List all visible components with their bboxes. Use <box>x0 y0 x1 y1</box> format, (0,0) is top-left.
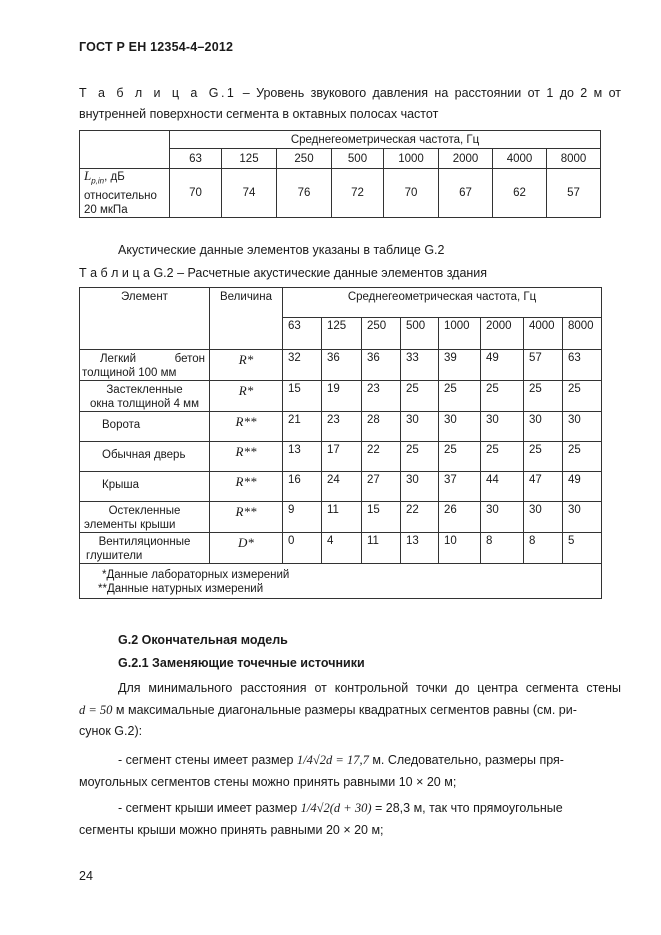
table2-value: 22 <box>362 442 401 472</box>
para1-line1: Для минимального расстояния от контрольной точки до центра сегмента стены <box>118 681 621 695</box>
table1-row-label <box>80 169 170 218</box>
bullet-wall-line2: моугольных сегментов стены можно принять равными 10 × 20 м; <box>79 775 457 789</box>
table2-value: 25 <box>524 381 563 412</box>
lp-unit: , дБ <box>104 171 125 184</box>
table2-value: 49 <box>481 350 524 381</box>
table2-value: 30 <box>563 412 602 442</box>
element-name-cell <box>80 381 210 412</box>
para1-line2-text: м максимальные диагональные размеры квадратных сегментов равны (см. ри- <box>112 703 577 717</box>
table1-group-header: Среднегеометрическая частота, Гц <box>170 131 601 149</box>
table-row <box>80 442 602 472</box>
table2-value: 25 <box>481 442 524 472</box>
table2-value: 10 <box>439 533 481 564</box>
table2-value: 30 <box>439 412 481 442</box>
table2-value: 19 <box>322 381 362 412</box>
bullet-wall-pre: - сегмент стены имеет размер <box>118 753 297 767</box>
table-row <box>80 381 602 412</box>
table2-value: 30 <box>401 412 439 442</box>
table2-value: 21 <box>283 412 322 442</box>
table2-freq: 1000 <box>439 318 481 350</box>
table2-value: 9 <box>283 502 322 533</box>
table1-caption-label: Т а б л и ц а G.1 <box>79 86 237 100</box>
formula-roof: 1/4√2(d + 30) <box>300 801 372 815</box>
table1-freq: 63 <box>170 149 222 169</box>
section-g2-heading: G.2 Окончательная модель <box>118 633 288 647</box>
table1-value: 62 <box>493 169 547 218</box>
formula-d50: d = 50 <box>79 703 113 717</box>
element-name-cell <box>80 533 210 564</box>
table2-value: 28 <box>362 412 401 442</box>
table2-value: 44 <box>481 472 524 502</box>
table2-value: 11 <box>322 502 362 533</box>
note-laboratory: *Данные лабораторных измерений <box>102 569 290 581</box>
element-name-line2: окна толщиной 4 мм <box>89 398 199 410</box>
table2-value: 30 <box>401 472 439 502</box>
table-row <box>80 472 602 502</box>
table2-value: 47 <box>524 472 563 502</box>
table2-value: 63 <box>563 350 602 381</box>
table2-value: 30 <box>524 412 563 442</box>
table1-freq: 2000 <box>439 149 493 169</box>
table2-value: 25 <box>439 381 481 412</box>
table2-freq: 8000 <box>563 318 602 350</box>
table2-freq: 2000 <box>481 318 524 350</box>
table2-value: 33 <box>401 350 439 381</box>
table2-caption: Т а б л и ц а G.2 – Расчетные акустические данные элементов здания <box>79 266 488 280</box>
table2-value: 0 <box>283 533 322 564</box>
quantity-symbol: R** <box>210 442 283 472</box>
table1-freq: 8000 <box>547 149 601 169</box>
table1-caption <box>79 83 621 104</box>
note-field: **Данные натурных измерений <box>98 583 264 595</box>
para1-line3: сунок G.2): <box>79 724 143 738</box>
table2-value: 32 <box>283 350 322 381</box>
quantity-symbol: D* <box>210 533 283 564</box>
table2-col-quantity: Величина <box>210 288 283 350</box>
table1-value: 70 <box>170 169 222 218</box>
table2-value: 36 <box>362 350 401 381</box>
table1-value: 67 <box>439 169 493 218</box>
table1-freq: 500 <box>332 149 384 169</box>
table2-value: 25 <box>524 442 563 472</box>
bullet-roof-pre: - сегмент крыши имеет размер <box>118 801 301 815</box>
table1-value: 70 <box>384 169 439 218</box>
element-name-cell <box>80 442 210 472</box>
table2-col-element: Элемент <box>80 288 210 350</box>
bullet-roof-line2: сегменты крыши можно принять равными 20 × 20 м; <box>79 823 384 837</box>
table2-value: 4 <box>322 533 362 564</box>
table2-value: 13 <box>283 442 322 472</box>
table2-value: 25 <box>439 442 481 472</box>
element-name-cell <box>80 412 210 442</box>
table1-value: 57 <box>547 169 601 218</box>
element-name-line2: элементы крыши <box>84 519 176 531</box>
table2-value: 30 <box>481 502 524 533</box>
bullet-roof-line1 <box>118 798 563 819</box>
table2-value: 24 <box>322 472 362 502</box>
table2-value: 30 <box>524 502 563 533</box>
table2-value: 30 <box>563 502 602 533</box>
table1-freq: 250 <box>277 149 332 169</box>
table1-value: 76 <box>277 169 332 218</box>
table2-value: 25 <box>481 381 524 412</box>
table2-value: 25 <box>401 381 439 412</box>
quantity-symbol: R** <box>210 472 283 502</box>
table-row <box>80 502 602 533</box>
quantity-symbol: R** <box>210 502 283 533</box>
page-number: 24 <box>79 869 93 883</box>
table2-value: 16 <box>283 472 322 502</box>
table-g1 <box>79 130 601 218</box>
table1-freq: 125 <box>222 149 277 169</box>
table2-freq: 63 <box>283 318 322 350</box>
table2-value: 17 <box>322 442 362 472</box>
table1-caption-text: – Уровень звукового давления на расстоянии от 1 до 2 м от <box>242 86 621 100</box>
table2-value: 36 <box>322 350 362 381</box>
lp-label-line2: относительно <box>84 189 157 202</box>
table2-value: 22 <box>401 502 439 533</box>
element-name: Ворота <box>102 419 141 431</box>
element-name-line2: глушители <box>86 550 143 562</box>
lp-subscript: p,in <box>91 176 105 186</box>
table2-value: 57 <box>524 350 563 381</box>
element-name: Обычная дверь <box>102 449 186 461</box>
table2-freq: 500 <box>401 318 439 350</box>
table-row <box>80 350 602 381</box>
table2-freq: 250 <box>362 318 401 350</box>
table2-value: 13 <box>401 533 439 564</box>
element-name: Легкий бетон <box>100 353 205 365</box>
lp-label-line3: 20 мкПа <box>84 203 128 216</box>
table1-value: 74 <box>222 169 277 218</box>
element-name-line2: толщиной 100 мм <box>82 367 177 379</box>
table2-value: 25 <box>563 442 602 472</box>
element-name-cell <box>80 502 210 533</box>
formula-wall: 1/4√2d = 17,7 <box>296 753 369 767</box>
table2-value: 8 <box>524 533 563 564</box>
element-name: Крыша <box>102 479 139 491</box>
quantity-symbol: R** <box>210 412 283 442</box>
table1-caption-line2: внутренней поверхности сегмента в октавных полосах частот <box>79 107 439 121</box>
bullet-wall-line1 <box>118 750 564 771</box>
table2-value: 30 <box>481 412 524 442</box>
table2-value: 25 <box>563 381 602 412</box>
table2-value: 25 <box>401 442 439 472</box>
para1-line2 <box>79 700 621 721</box>
table2-value: 23 <box>322 412 362 442</box>
table2-value: 39 <box>439 350 481 381</box>
table2-value: 15 <box>362 502 401 533</box>
table2-value: 23 <box>362 381 401 412</box>
table2-notes <box>80 564 602 599</box>
table2-value: 26 <box>439 502 481 533</box>
table2-value: 37 <box>439 472 481 502</box>
intro-text: Акустические данные элементов указаны в таблице G.2 <box>118 243 445 257</box>
table2-value: 11 <box>362 533 401 564</box>
table2-freq: 4000 <box>524 318 563 350</box>
table2-freq: 125 <box>322 318 362 350</box>
table2-value: 27 <box>362 472 401 502</box>
element-name: Застекленные <box>106 384 183 396</box>
element-name: Вентиляционные <box>98 536 191 548</box>
table-g2 <box>79 287 602 599</box>
table2-value: 8 <box>481 533 524 564</box>
table1-freq: 4000 <box>493 149 547 169</box>
table2-value: 49 <box>563 472 602 502</box>
table1-corner-cell <box>80 131 170 169</box>
table1-freq: 1000 <box>384 149 439 169</box>
table2-value: 15 <box>283 381 322 412</box>
table2-group-header: Среднегеометрическая частота, Гц <box>283 288 602 318</box>
element-name-cell <box>80 350 210 381</box>
bullet-roof-post: = 28,3 м, так что прямоугольные <box>371 801 563 815</box>
element-name-cell <box>80 472 210 502</box>
table-row <box>80 533 602 564</box>
quantity-symbol: R* <box>210 381 283 412</box>
document-header: ГОСТ Р ЕН 12354-4–2012 <box>79 40 234 54</box>
quantity-symbol: R* <box>210 350 283 381</box>
lp-symbol: L <box>84 168 92 184</box>
section-g21-heading: G.2.1 Заменяющие точечные источники <box>118 656 365 670</box>
table2-value: 5 <box>563 533 602 564</box>
bullet-wall-post: м. Следовательно, размеры пря- <box>372 753 564 767</box>
table1-value: 72 <box>332 169 384 218</box>
table-row <box>80 412 602 442</box>
element-name: Остекленные <box>108 505 181 517</box>
